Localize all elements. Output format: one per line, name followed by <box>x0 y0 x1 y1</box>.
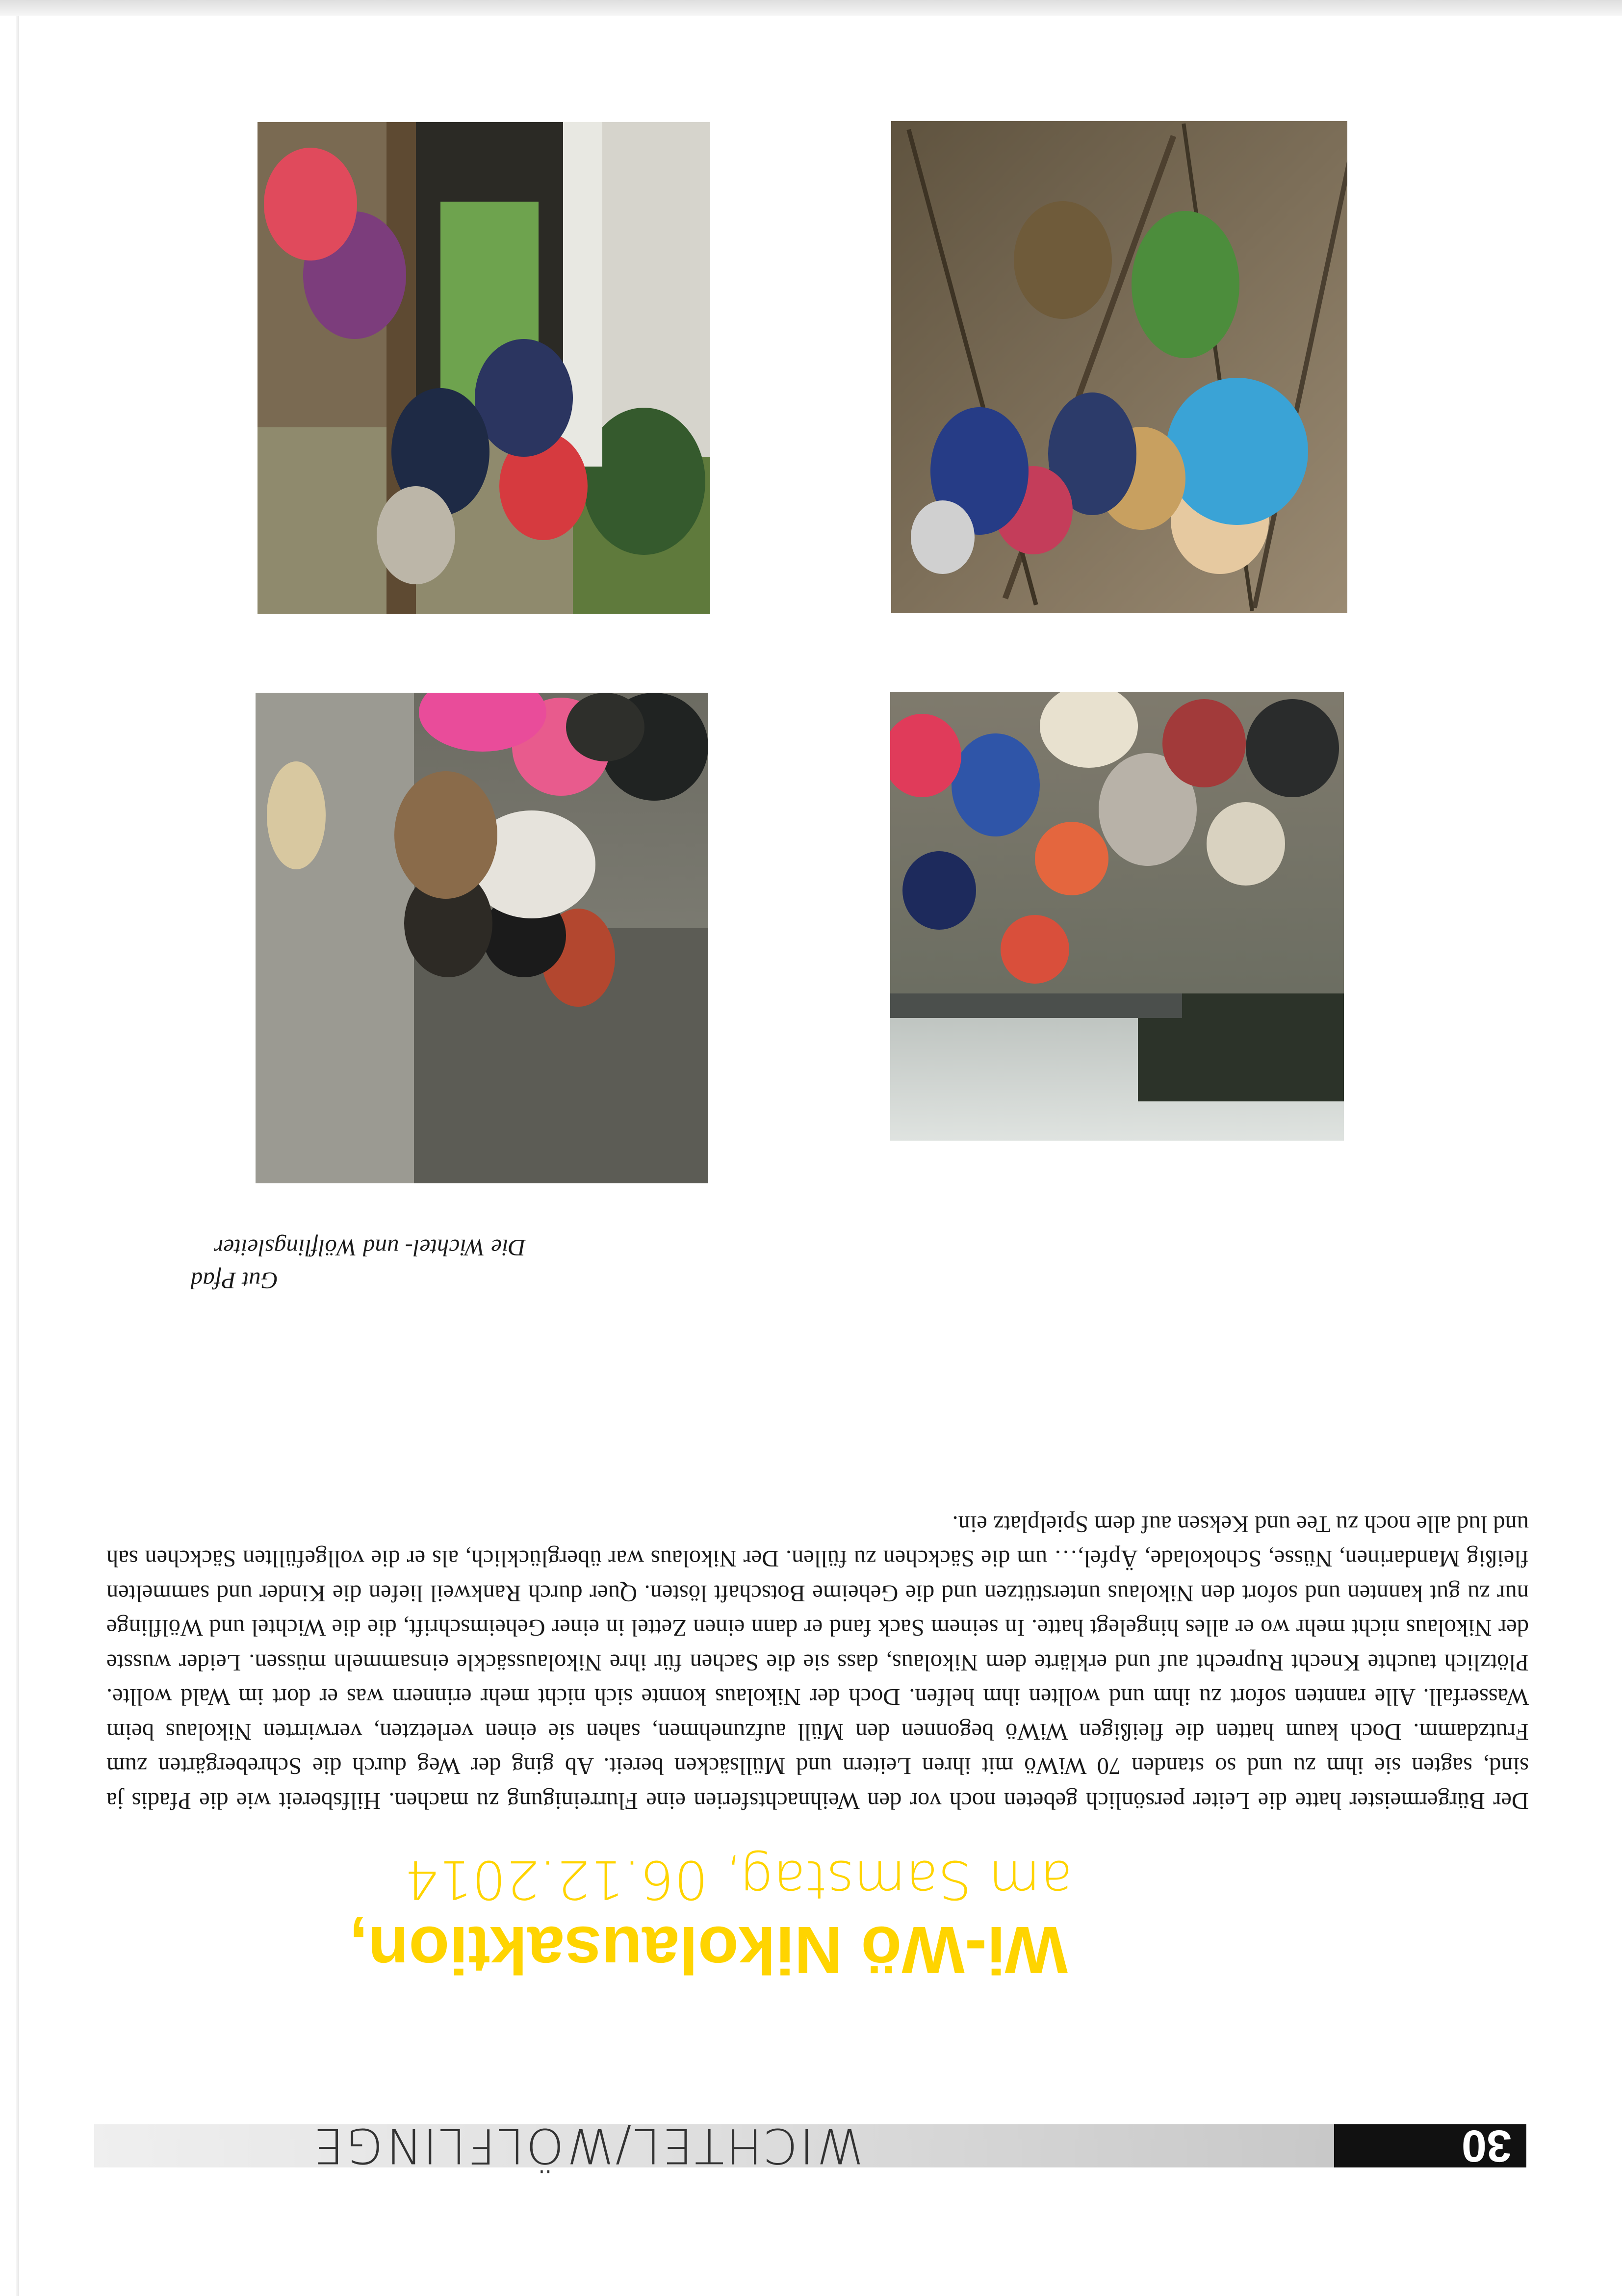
article-body <box>106 1507 1529 1818</box>
scan-edge <box>16 0 19 2296</box>
article-paragraph: Der Bürgermeister hatte die Leiter persönlich gebeten noch vor den Weihnachtsferien eine Flurreinigung zu machen. Hilfsbereit wie die Pfadis ja sind, sagten sie ihm zu und so standen 70 WiWö mit ihren Leitern und Müllsäcken bereit. Ab ging der Weg durch die Schrebergärten zum Frutzdamm. Doch kaum hatten die fleißigen WiWö begonnen den Müll aufzunehmen, sahen sie einen verletzten, verwirrten Nikolaus beim Wasserfall. Alle rannten sofort zu ihm und wollten ihm helfen. Doch der Nikolaus konnte sich nicht mehr erinnern was er dort im Wald wollte. Plötzlich tauchte Knecht Ruprecht auf und erklärte dem Nikolaus, dass sie die Sachen für ihre Nikolaussäckle einsammeln müssen. Leider wusste der Nikolaus nicht mehr wo er alles hingelegt hatte. In seinem Sack fand er dann einen Zettel in einer Geheimschrift, die die Wichtel und Wölflinge nur zu gut kannten und sofort den Nikolaus unterstützen und die Geheime Botschaft lösten. Quer durch Rankweil liefen die Kinder und sammelten fleißig Mandarinen, Nüsse, Schokolade, Äpfel,… um die Säckchen zu füllen. Der Nikolaus war überglücklich, als er die vollgefüllten Säckchen sah und lud alle noch zu Tee und Keksen auf dem Spielplatz ein. <box>106 1511 1529 1814</box>
page-header <box>94 2117 1526 2173</box>
photo-kids-in-forest <box>891 121 1347 613</box>
photo-nikolaus-with-kids <box>256 693 708 1183</box>
signoff-author: Die Wichtel- und Wölflingsleiter <box>214 1234 526 1261</box>
photo-group-green-door <box>257 122 710 614</box>
article-subtitle: am Samstag, 06.12.2014 <box>404 1849 1073 1910</box>
page-number: 30 <box>1334 2124 1526 2167</box>
scan-edge <box>0 0 1622 16</box>
section-bar <box>94 2117 1334 2173</box>
section-title: WICHTEL/WÖLFLINGE <box>311 2117 863 2173</box>
signoff-greeting: Gut Pfad <box>190 1267 278 1294</box>
article-headline: Wi-Wö Nikolausaktion, <box>349 1913 1068 1987</box>
photo-group-forest-wall <box>890 692 1344 1141</box>
